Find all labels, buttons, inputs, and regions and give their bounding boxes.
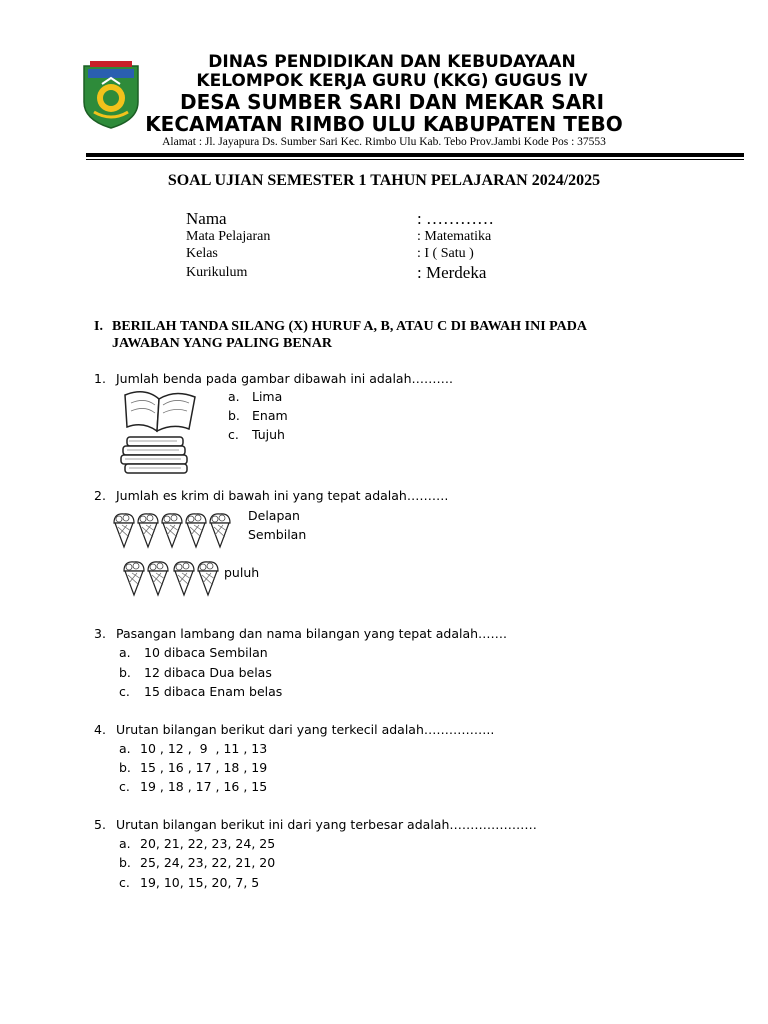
identity-label-kelas: Kelas: [186, 246, 218, 261]
question-4-option-a-text: 10 , 12 , 9 , 11 , 13: [140, 741, 268, 756]
header-line-2: KELOMPOK KERJA GURU (KKG) GUGUS IV: [196, 71, 588, 91]
books-illustration-icon: [117, 387, 202, 479]
question-2-text: Jumlah es krim di bawah ini yang tepat adalah……….: [116, 488, 449, 503]
question-3-number: 3.: [94, 626, 106, 641]
question-3-option-b-letter: b.: [119, 665, 131, 680]
question-3-option-c-letter: c.: [119, 684, 130, 699]
question-1-number: 1.: [94, 371, 106, 386]
question-4-text: Urutan bilangan berikut dari yang terkecil adalah……………..: [116, 722, 495, 737]
question-2-option-1: Delapan: [248, 508, 300, 523]
question-1-option-a-text: Lima: [252, 389, 283, 404]
header-line-4: KECAMATAN RIMBO ULU KABUPATEN TEBO: [145, 112, 623, 136]
question-4-option-c-letter: c.: [119, 779, 130, 794]
question-1-option-c-text: Tujuh: [252, 427, 285, 442]
question-4-option-c-text: 19 , 18 , 17 , 16 , 15: [140, 779, 268, 794]
header-thin-rule: [86, 159, 744, 160]
question-5-option-b-letter: b.: [119, 855, 131, 870]
identity-value-mapel: : Matematika: [417, 229, 492, 244]
instruction-number: I.: [94, 319, 103, 334]
ice-cream-cones-icon: [110, 511, 238, 603]
question-5-text: Urutan bilangan berikut ini dari yang terbesar adalah…………………: [116, 817, 537, 832]
question-5-number: 5.: [94, 817, 106, 832]
question-1-text: Jumlah benda pada gambar dibawah ini adalah……….: [116, 371, 453, 386]
header-thick-rule: [86, 153, 744, 157]
question-4-option-a-letter: a.: [119, 741, 131, 756]
question-1-option-c-letter: c.: [228, 427, 239, 442]
header-line-1: DINAS PENDIDIKAN DAN KEBUDAYAAN: [208, 52, 576, 72]
question-3-option-a-text: 10 dibaca Sembilan: [144, 645, 268, 660]
question-5-option-a-text: 20, 21, 22, 23, 24, 25: [140, 836, 276, 851]
identity-label-nama: Nama: [186, 209, 227, 228]
question-3-option-c-text: 15 dibaca Enam belas: [144, 684, 283, 699]
instruction-line-2: JAWABAN YANG PALING BENAR: [112, 336, 333, 351]
question-4-option-b-letter: b.: [119, 760, 131, 775]
question-1-option-a-letter: a.: [228, 389, 240, 404]
question-5-option-b-text: 25, 24, 23, 22, 21, 20: [140, 855, 276, 870]
header-line-3: DESA SUMBER SARI DAN MEKAR SARI: [179, 90, 605, 114]
question-5-option-a-letter: a.: [119, 836, 131, 851]
identity-label-mapel: Mata Pelajaran: [186, 229, 271, 244]
identity-value-nama: : …………: [417, 209, 494, 228]
question-3-option-a-letter: a.: [119, 645, 131, 660]
question-2-number: 2.: [94, 488, 106, 503]
question-1-option-b-text: Enam: [252, 408, 288, 423]
question-3-option-b-text: 12 dibaca Dua belas: [144, 665, 272, 680]
instruction-line-1: BERILAH TANDA SILANG (X) HURUF A, B, ATAU C DI BAWAH INI PADA: [112, 319, 588, 334]
header-address: Alamat : Jl. Jayapura Ds. Sumber Sari Kec. Rimbo Ulu Kab. Tebo Prov.Jambi Kode Pos : 37553: [162, 136, 606, 148]
question-2-option-3: puluh: [224, 565, 260, 580]
question-1-option-b-letter: b.: [228, 408, 240, 423]
question-4-option-b-text: 15 , 16 , 17 , 18 , 19: [140, 760, 268, 775]
identity-value-kelas: : I ( Satu ): [417, 246, 474, 261]
question-4-number: 4.: [94, 722, 106, 737]
exam-title: SOAL UJIAN SEMESTER 1 TAHUN PELAJARAN 2024/2025: [167, 172, 601, 189]
question-2-option-2: Sembilan: [248, 527, 307, 542]
question-5-option-c-text: 19, 10, 15, 20, 7, 5: [140, 875, 260, 890]
identity-value-kurikulum: : Merdeka: [417, 263, 487, 282]
identity-label-kurikulum: Kurikulum: [186, 265, 248, 280]
question-3-text: Pasangan lambang dan nama bilangan yang tepat adalah…….: [116, 626, 508, 641]
question-5-option-c-letter: c.: [119, 875, 130, 890]
